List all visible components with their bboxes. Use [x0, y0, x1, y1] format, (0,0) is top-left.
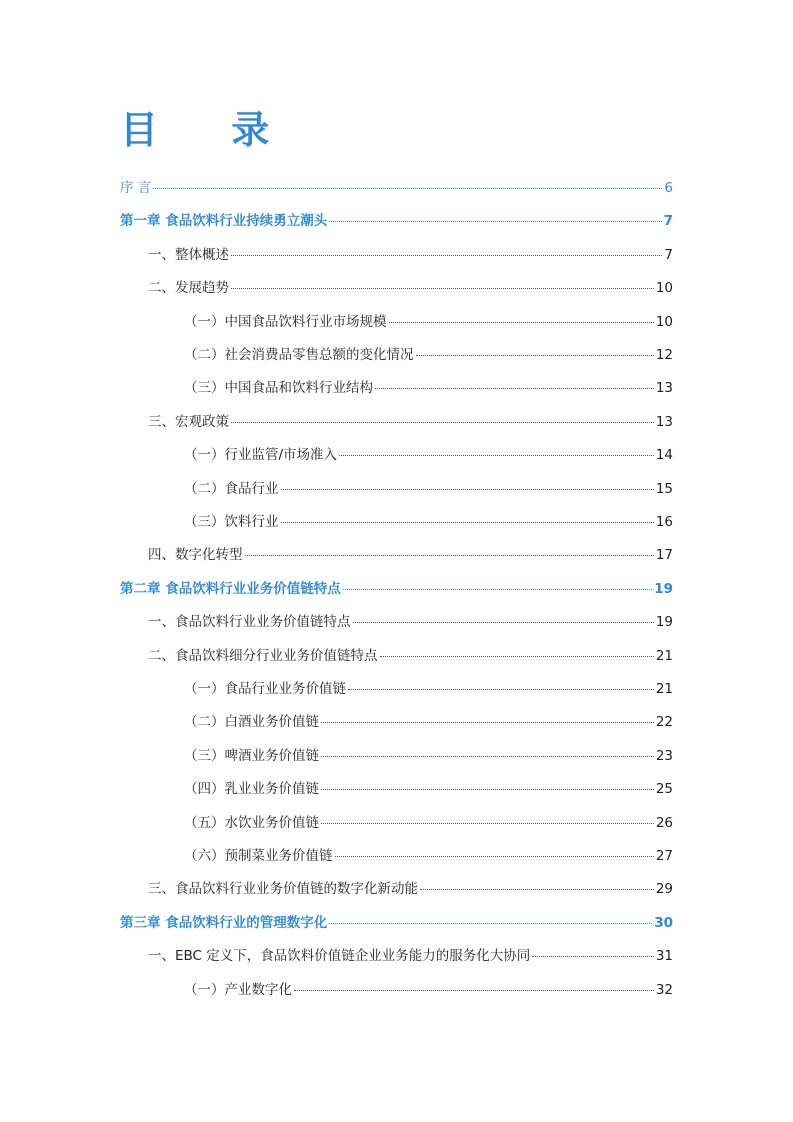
dot-leader: [329, 923, 652, 924]
toc-entry[interactable]: [148, 245, 673, 265]
toc-entry-label: （六）预制菜业务价值链: [184, 848, 333, 864]
dot-leader: [420, 889, 654, 890]
toc-entry[interactable]: [184, 746, 673, 766]
dot-leader: [153, 188, 662, 189]
toc-entry-page: 19: [654, 580, 673, 597]
toc-entry-label: （三）饮料行业: [184, 514, 279, 530]
toc-entry-label: 四、数字化转型: [148, 547, 243, 564]
toc-entry-page: 16: [655, 514, 673, 530]
toc-entry[interactable]: [184, 779, 673, 799]
toc-entry[interactable]: [184, 479, 673, 499]
toc-entry-label: （四）乳业业务价值链: [184, 781, 319, 798]
toc-entry-page: 27: [655, 848, 673, 864]
dot-leader: [380, 656, 654, 657]
toc-entry[interactable]: [148, 946, 673, 966]
toc-entry-page: 6: [664, 180, 673, 196]
dot-leader: [353, 622, 654, 623]
toc-entry[interactable]: [184, 980, 673, 1000]
toc-entry[interactable]: [148, 278, 673, 298]
toc-entry[interactable]: [120, 579, 673, 599]
dot-leader: [343, 589, 653, 590]
dot-leader: [321, 789, 654, 790]
dot-leader: [339, 455, 654, 456]
toc-entry-label: （一）行业监管/市场准入: [184, 447, 338, 464]
toc-entry[interactable]: [184, 378, 673, 398]
toc-entry-label: 第三章 食品饮料行业的管理数字化: [120, 914, 328, 931]
toc-entry[interactable]: [184, 712, 673, 732]
toc-entry-label: 第一章 食品饮料行业持续勇立潮头: [120, 213, 328, 230]
toc-entry[interactable]: [184, 345, 673, 365]
toc-entry-page: 25: [655, 781, 673, 798]
toc-entry-label: （二）食品行业: [184, 480, 279, 497]
dot-leader: [389, 322, 654, 323]
dot-leader: [375, 388, 654, 389]
toc-entry[interactable]: [184, 679, 673, 699]
toc-entry[interactable]: [148, 545, 673, 565]
toc-entry[interactable]: [148, 879, 673, 899]
toc-entry-label: 一、食品饮料行业业务价值链特点: [148, 614, 351, 631]
toc-entry-label: 序 言: [120, 180, 152, 196]
toc-entry-page: 10: [655, 313, 673, 330]
toc-entry-label: （五）水饮业务价值链: [184, 814, 319, 831]
dot-leader: [416, 355, 654, 356]
dot-leader: [281, 522, 654, 523]
toc-entry-label: （一）中国食品饮料行业市场规模: [184, 313, 387, 330]
toc-entry-page: 7: [664, 246, 673, 263]
toc-entry-page: 14: [655, 447, 673, 464]
toc-entry-page: 17: [655, 547, 673, 564]
toc-entry-page: 22: [655, 714, 673, 731]
toc-entry[interactable]: [148, 412, 673, 432]
dot-leader: [532, 956, 654, 957]
dot-leader: [321, 756, 654, 757]
toc-entry[interactable]: [184, 512, 673, 532]
toc-entry-page: 23: [655, 747, 673, 764]
toc-entry-label: 一、整体概述: [148, 246, 229, 263]
toc-entry-page: 21: [655, 647, 673, 664]
toc-entry-label: （一）产业数字化: [184, 981, 292, 998]
toc-entry[interactable]: [184, 813, 673, 833]
dot-leader: [294, 990, 654, 991]
toc-entry-label: （二）社会消费品零售总额的变化情况: [184, 347, 414, 363]
dot-leader: [321, 823, 654, 824]
toc-entry-page: 31: [655, 948, 673, 965]
toc-entry[interactable]: [184, 846, 673, 866]
toc-entry-label: 二、发展趋势: [148, 280, 229, 297]
toc-entry-page: 29: [655, 881, 673, 898]
dot-leader: [231, 422, 654, 423]
toc-entry-label: 三、食品饮料行业业务价值链的数字化新动能: [148, 881, 418, 898]
toc-entry-label: （三）中国食品和饮料行业结构: [184, 380, 373, 397]
toc-entry[interactable]: [184, 445, 673, 465]
dot-leader: [348, 689, 654, 690]
toc-entry-label: （三）啤酒业务价值链: [184, 747, 319, 764]
toc-entry[interactable]: [120, 913, 673, 933]
toc-entry-page: 26: [655, 814, 673, 831]
dot-leader: [231, 288, 654, 289]
toc-entry-page: 7: [663, 213, 673, 230]
toc-entry-page: 12: [655, 347, 673, 363]
dot-leader: [231, 255, 662, 256]
dot-leader: [329, 221, 661, 222]
toc-entry-page: 13: [655, 380, 673, 397]
dot-leader: [335, 856, 654, 857]
toc-entry-page: 19: [655, 614, 673, 631]
toc-entry-label: （一）食品行业业务价值链: [184, 681, 346, 697]
toc-entry[interactable]: [148, 612, 673, 632]
toc-entry-label: （二）白酒业务价值链: [184, 714, 319, 731]
toc-entry-page: 32: [655, 981, 673, 998]
toc-entry[interactable]: [148, 646, 673, 666]
toc-entry[interactable]: [184, 312, 673, 332]
toc-entry-page: 30: [654, 914, 673, 931]
toc-entry-label: 二、食品饮料细分行业业务价值链特点: [148, 647, 378, 664]
toc-entry[interactable]: [120, 178, 673, 198]
toc-entry-page: 21: [655, 681, 673, 697]
toc-entry-label: 第二章 食品饮料行业业务价值链特点: [120, 580, 341, 597]
toc-entry-page: 13: [655, 413, 673, 430]
dot-leader: [321, 722, 654, 723]
toc-entry-label: 一、EBC 定义下，食品饮料价值链企业业务能力的服务化大协同: [148, 948, 531, 965]
toc-entry-page: 15: [655, 480, 673, 497]
dot-leader: [281, 489, 654, 490]
dot-leader: [245, 555, 654, 556]
toc-entry[interactable]: [120, 211, 673, 231]
page-title: 目 录: [120, 108, 300, 152]
toc-entry-label: 三、宏观政策: [148, 413, 229, 430]
toc-entry-page: 10: [655, 280, 673, 297]
